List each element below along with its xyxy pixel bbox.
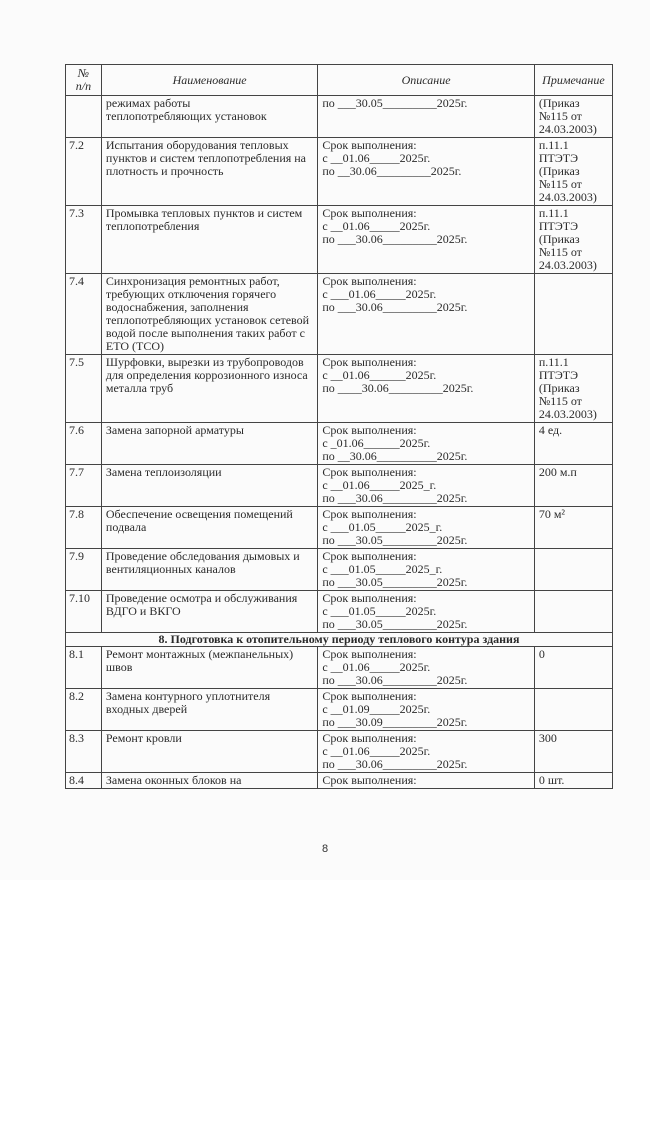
description-line: Срок выполнения: — [322, 689, 417, 703]
row-description — [318, 206, 534, 274]
section-8-header-row — [66, 633, 613, 647]
row-name: Шурфовки, вырезки из трубопроводов для определения коррозионного износа металла труб — [101, 355, 317, 423]
description-line: с __01.06______2025г. — [322, 368, 437, 382]
row-note — [534, 274, 612, 355]
table-row — [66, 138, 613, 206]
description-line: по ___30.05_________2025г. — [322, 96, 468, 110]
row-number: 7.5 — [66, 355, 102, 423]
description-line: Срок выполнения: — [322, 206, 417, 220]
table-row — [66, 647, 613, 689]
row-description — [318, 549, 534, 591]
table-row — [66, 549, 613, 591]
row-note: 200 м.п — [534, 465, 612, 507]
table-row — [66, 96, 613, 138]
row-name: Замена запорной арматуры — [101, 423, 317, 465]
row-description — [318, 355, 534, 423]
row-name: Ремонт монтажных (межпанельных) швов — [101, 647, 317, 689]
description-line: с ___01.05_____2025_г. — [322, 520, 443, 534]
table-row — [66, 689, 613, 731]
description-line: с __01.06_____2025г. — [322, 219, 431, 233]
row-name: Замена теплоизоляции — [101, 465, 317, 507]
table-row — [66, 206, 613, 274]
row-number: 7.4 — [66, 274, 102, 355]
row-name: Промывка тепловых пунктов и систем теплопотребления — [101, 206, 317, 274]
description-line: Срок выполнения: — [322, 507, 417, 521]
description-line: по ___30.06_________2025г. — [322, 757, 468, 771]
header-note: Примечание — [534, 65, 612, 96]
section-8-rows — [66, 647, 613, 789]
description-line: по ___30.05_________2025г. — [322, 575, 468, 589]
description-line: Срок выполнения: — [322, 465, 417, 479]
description-line: Срок выполнения: — [322, 549, 417, 563]
row-number: 7.2 — [66, 138, 102, 206]
header-num: № п/п — [66, 65, 102, 96]
row-number — [66, 96, 102, 138]
row-description — [318, 423, 534, 465]
page-number: 8 — [321, 843, 329, 855]
row-note — [534, 591, 612, 633]
row-name: режимах работы теплопотребляющих установок — [101, 96, 317, 138]
description-line: по __30.06__________2025г. — [322, 449, 468, 463]
description-line: Срок выполнения: — [322, 647, 417, 661]
row-note: 4 ед. — [534, 423, 612, 465]
row-name: Ремонт кровли — [101, 731, 317, 773]
row-name: Замена оконных блоков на — [101, 773, 317, 789]
row-name: Синхронизация ремонтных работ, требующих отключения горячего водоснабжения, заполнения теплопотребляющих установок сетевой водой после выполнения таких работ с ЕТО (ТСО) — [101, 274, 317, 355]
description-line: по ___30.06_________2025г. — [322, 491, 468, 505]
table-row — [66, 731, 613, 773]
description-line: Срок выполнения: — [322, 138, 417, 152]
row-note: (Приказ №115 от 24.03.2003) — [534, 96, 612, 138]
description-line: Срок выполнения: — [322, 591, 417, 605]
row-name: Проведение осмотра и обслуживания ВДГО и ВКГО — [101, 591, 317, 633]
row-description — [318, 96, 534, 138]
row-description — [318, 647, 534, 689]
section-8-title: 8. Подготовка к отопительному периоду теплового контура здания — [66, 633, 613, 647]
row-note: 300 — [534, 731, 612, 773]
row-number: 8.3 — [66, 731, 102, 773]
description-line: Срок выполнения: — [322, 731, 417, 745]
row-name: Обеспечение освещения помещений подвала — [101, 507, 317, 549]
description-line: по ___30.05_________2025г. — [322, 533, 468, 547]
row-note — [534, 689, 612, 731]
table-row — [66, 773, 613, 789]
description-line: с __01.06_____2025_г. — [322, 478, 437, 492]
table-row — [66, 274, 613, 355]
row-number: 7.7 — [66, 465, 102, 507]
row-description — [318, 591, 534, 633]
row-number: 7.9 — [66, 549, 102, 591]
row-number: 8.1 — [66, 647, 102, 689]
description-line: с __01.09_____2025г. — [322, 702, 431, 716]
row-note: 70 м² — [534, 507, 612, 549]
row-number: 7.3 — [66, 206, 102, 274]
row-note — [534, 549, 612, 591]
description-line: Срок выполнения: — [322, 274, 417, 288]
row-description — [318, 507, 534, 549]
description-line: с ___01.05_____2025г. — [322, 604, 437, 618]
description-line: Срок выполнения: — [322, 423, 417, 437]
section-7-rows — [66, 96, 613, 633]
row-note: 0 шт. — [534, 773, 612, 789]
description-line: Срок выполнения: — [322, 355, 417, 369]
table-row — [66, 591, 613, 633]
row-description — [318, 773, 534, 789]
description-line: по ___30.06_________2025г. — [322, 232, 468, 246]
row-note: п.11.1 ПТЭТЭ (Приказ №115 от 24.03.2003) — [534, 138, 612, 206]
description-line: Срок выполнения: — [322, 773, 417, 787]
row-note: 0 — [534, 647, 612, 689]
table-row — [66, 465, 613, 507]
description-line: по __30.06_________2025г. — [322, 164, 462, 178]
table-header-row — [66, 65, 613, 96]
description-line: по ___30.06_________2025г. — [322, 673, 468, 687]
row-number: 8.2 — [66, 689, 102, 731]
description-line: по ____30.06_________2025г. — [322, 381, 474, 395]
description-line: с __01.06_____2025г. — [322, 660, 431, 674]
row-description — [318, 731, 534, 773]
description-line: с ___01.06_____2025г. — [322, 287, 437, 301]
row-number: 8.4 — [66, 773, 102, 789]
description-line: по ___30.06_________2025г. — [322, 300, 468, 314]
row-name: Замена контурного уплотнителя входных дверей — [101, 689, 317, 731]
row-description — [318, 689, 534, 731]
table-row — [66, 355, 613, 423]
table-row — [66, 507, 613, 549]
row-note: п.11.1 ПТЭТЭ (Приказ №115 от 24.03.2003) — [534, 206, 612, 274]
row-number: 7.8 — [66, 507, 102, 549]
description-line: с ___01.05_____2025_г. — [322, 562, 443, 576]
row-name: Проведение обследования дымовых и вентиляционных каналов — [101, 549, 317, 591]
work-plan-table — [65, 64, 613, 789]
row-description — [318, 138, 534, 206]
table-row — [66, 423, 613, 465]
header-desc: Описание — [318, 65, 534, 96]
row-description — [318, 274, 534, 355]
description-line: по ___30.09_________2025г. — [322, 715, 468, 729]
row-number: 7.10 — [66, 591, 102, 633]
header-name: Наименование — [101, 65, 317, 96]
row-number: 7.6 — [66, 423, 102, 465]
description-line: с __01.06_____2025г. — [322, 744, 431, 758]
description-line: с _01.06______2025г. — [322, 436, 431, 450]
description-line: по ___30.05_________2025г. — [322, 617, 468, 631]
description-line: с __01.06_____2025г. — [322, 151, 431, 165]
row-note: п.11.1 ПТЭТЭ (Приказ №115 от 24.03.2003) — [534, 355, 612, 423]
row-name: Испытания оборудования тепловых пунктов и систем теплопотребления на плотность и прочность — [101, 138, 317, 206]
row-description — [318, 465, 534, 507]
